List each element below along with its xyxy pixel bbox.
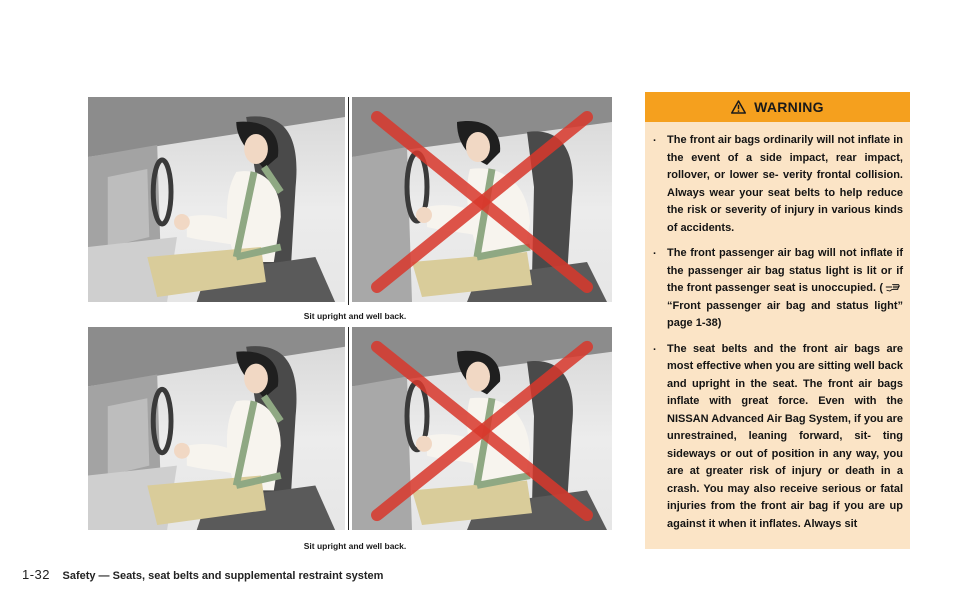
- warning-list: [653, 132, 903, 541]
- warning-triangle-icon: [731, 100, 746, 114]
- section-title: Safety — Seats, seat belts and supplemental restraint system: [62, 570, 384, 582]
- warning-item: [653, 132, 903, 237]
- driver-illustration: [352, 97, 612, 302]
- page-footer: [22, 566, 383, 584]
- figure-incorrect-posture-1: [352, 97, 612, 302]
- warning-panel: [645, 122, 910, 549]
- reference-open: (: [879, 282, 883, 294]
- page-number: 1-32: [22, 567, 51, 582]
- bullet: .: [653, 340, 657, 353]
- passenger-illustration: [88, 327, 345, 530]
- warning-title: WARNING: [754, 99, 824, 115]
- warning-item: [653, 245, 903, 333]
- warning-text-main: The front passenger air bag will not inflate if the passenger air bag status light is lit or if the front passenger seat is unoccupied.: [667, 247, 903, 294]
- driver-illustration: [88, 97, 345, 302]
- warning-header: [645, 92, 910, 122]
- figure-incorrect-posture-2: [352, 327, 612, 530]
- figure-divider: [348, 327, 349, 530]
- figure-correct-posture-2: [88, 327, 345, 530]
- figure-caption: Sit upright and well back.: [303, 541, 407, 551]
- figure-divider: [348, 97, 349, 305]
- warning-item: [653, 341, 903, 534]
- warning-text: The seat belts and the front air bags are most effective when you are sitting well back and upright in the seat. The front air bags inflate with great force. Even with the NISSAN Advanced Air Bag System, if you are unrestrained, leaning forward, sit- ting sideways or out of position in any way, you are at greater risk of injury or death in a crash. You may also receive serious or fatal injuries from the front air bag if you are up against it when it inflates. Always sit: [667, 342, 903, 530]
- warning-text: [667, 245, 903, 333]
- reference-link[interactable]: “Front passenger air bag and status light” page 1-38): [667, 299, 903, 329]
- figure-correct-posture-1: [88, 97, 345, 302]
- reference-hand-icon: [885, 282, 901, 292]
- bullet: .: [653, 132, 657, 144]
- figure-caption: Sit upright and well back.: [303, 311, 407, 321]
- warning-text: The front air bags ordinarily will not inflate in the event of a side impact, rear impact, rollover, or lower se- verity frontal collision. Always wear your seat belts to help reduce the risk or severity of injury in various kinds of accidents.: [667, 134, 903, 234]
- passenger-illustration: [352, 327, 612, 530]
- bullet: .: [653, 245, 657, 257]
